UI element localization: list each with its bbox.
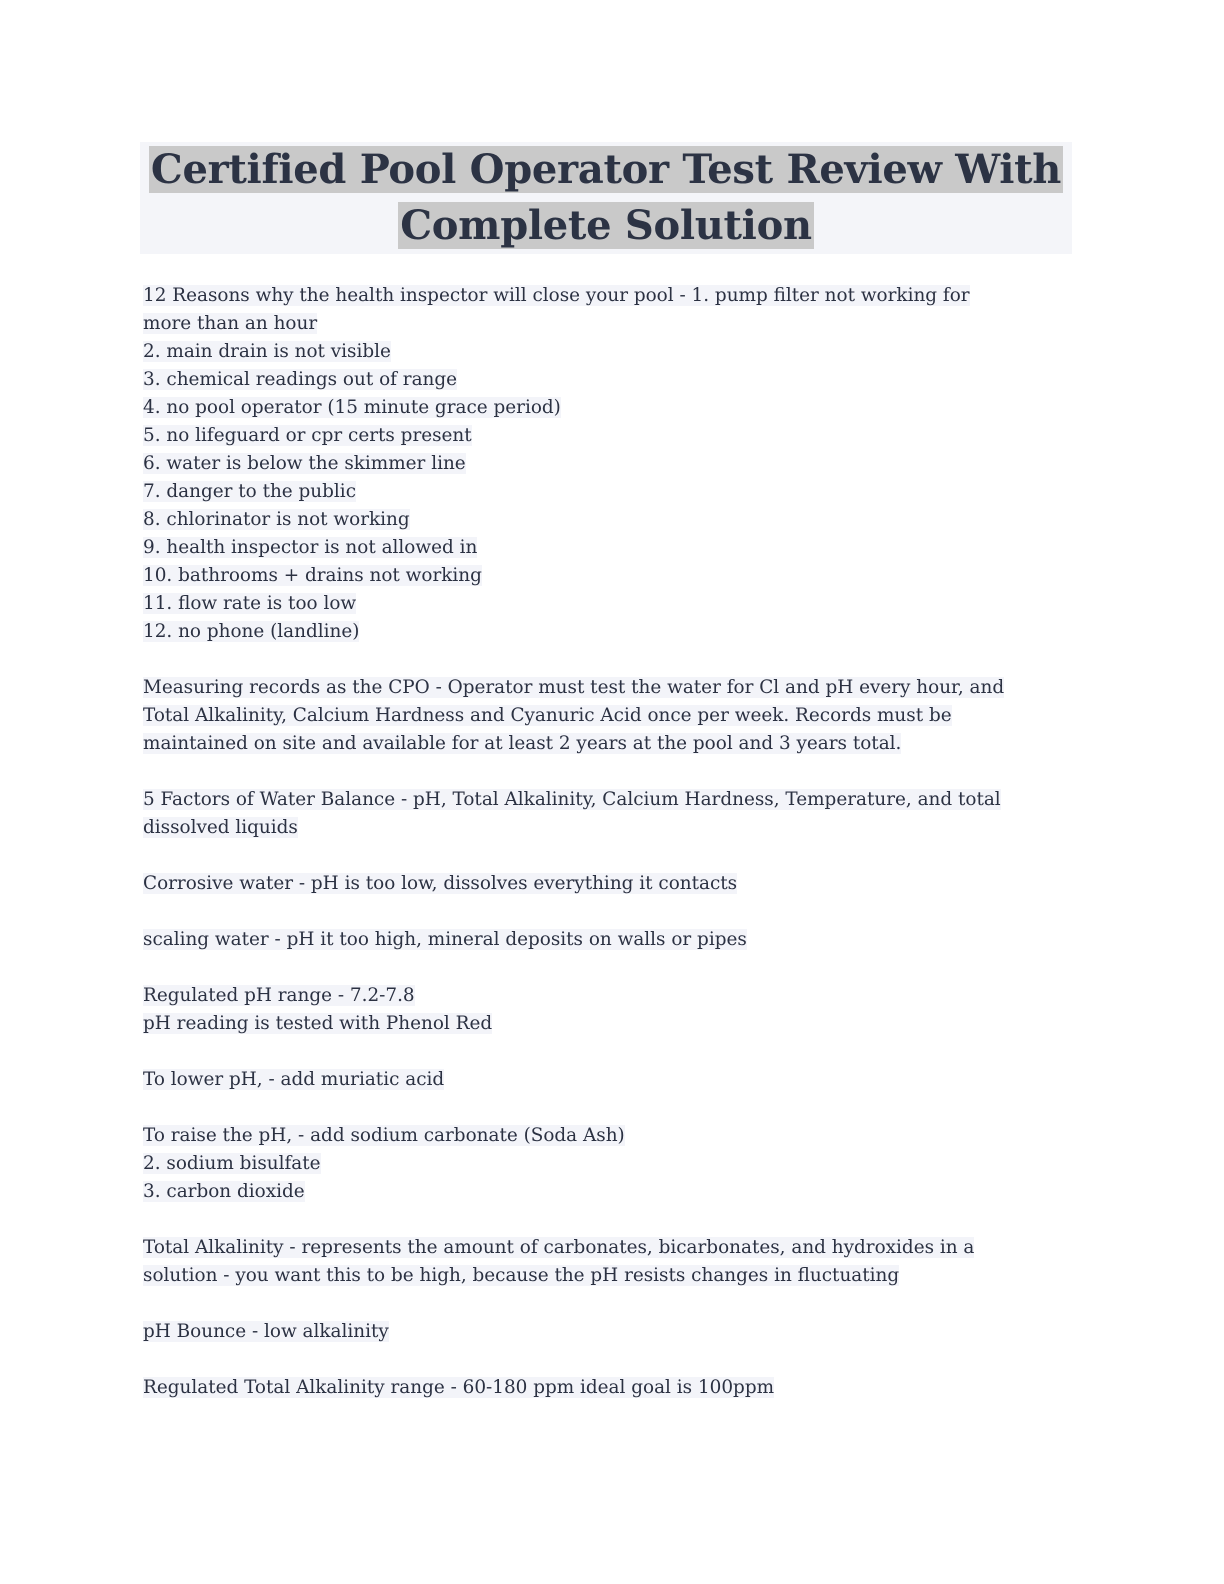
text-line [143, 1150, 1083, 1178]
text-line-content: Measuring records as the CPO - Operator must test the water for Cl and pH every hour, and [143, 677, 1005, 698]
paragraph [143, 1374, 1083, 1402]
text-line-content: pH Bounce - low alkalinity [143, 1321, 389, 1342]
paragraph [143, 982, 1083, 1038]
text-line-content: 8. chlorinator is not working [143, 509, 410, 530]
text-line-content: Regulated pH range - 7.2-7.8 [143, 985, 415, 1006]
text-line-content: Total Alkalinity, Calcium Hardness and Cyanuric Acid once per week. Records must be [143, 705, 952, 726]
paragraph [143, 870, 1083, 898]
text-line-content: 7. danger to the public [143, 481, 356, 502]
text-line-content: more than an hour [143, 313, 318, 334]
text-line-content: pH reading is tested with Phenol Red [143, 1013, 493, 1034]
text-line [143, 562, 1083, 590]
text-line-content: 5 Factors of Water Balance - pH, Total Alkalinity, Calcium Hardness, Temperature, and total [143, 789, 1001, 810]
text-line-content: 2. sodium bisulfate [143, 1153, 321, 1174]
text-line [143, 730, 1083, 758]
text-line-content: 12 Reasons why the health inspector will close your pool - 1. pump filter not working for [143, 285, 970, 306]
text-line-content: 11. flow rate is too low [143, 593, 357, 614]
text-line [143, 1010, 1083, 1038]
text-line-content: solution - you want this to be high, because the pH resists changes in fluctuating [143, 1265, 900, 1286]
text-line [143, 310, 1083, 338]
text-line-content: scaling water - pH it too high, mineral deposits on walls or pipes [143, 929, 747, 950]
text-line-content: 10. bathrooms + drains not working [143, 565, 482, 586]
text-line [143, 478, 1083, 506]
paragraph [143, 1318, 1083, 1346]
document-body [143, 282, 1083, 1430]
text-line-content: 4. no pool operator (15 minute grace period) [143, 397, 561, 418]
text-line [143, 590, 1083, 618]
text-line [143, 1066, 1083, 1094]
text-line-content: 5. no lifeguard or cpr certs present [143, 425, 472, 446]
text-line [143, 1122, 1083, 1150]
text-line [143, 338, 1083, 366]
paragraph [143, 926, 1083, 954]
text-line [143, 1374, 1083, 1402]
paragraph [143, 282, 1083, 646]
paragraph [143, 1234, 1083, 1290]
text-line [143, 366, 1083, 394]
text-line [143, 702, 1083, 730]
text-line [143, 450, 1083, 478]
title-line-1: Certified Pool Operator Test Review With [150, 146, 1062, 193]
text-line [143, 394, 1083, 422]
paragraph [143, 1066, 1083, 1094]
paragraph [143, 1122, 1083, 1206]
text-line [143, 534, 1083, 562]
text-line-content: Regulated Total Alkalinity range - 60-180 ppm ideal goal is 100ppm [143, 1377, 775, 1398]
text-line-content: Total Alkalinity - represents the amount of carbonates, bicarbonates, and hydroxides in a [143, 1237, 975, 1258]
text-line [143, 786, 1083, 814]
text-line [143, 422, 1083, 450]
text-line-content: 12. no phone (landline) [143, 621, 360, 642]
text-line [143, 870, 1083, 898]
text-line [143, 1178, 1083, 1206]
text-line [143, 1262, 1083, 1290]
text-line [143, 618, 1083, 646]
text-line [143, 282, 1083, 310]
text-line-content: 6. water is below the skimmer line [143, 453, 466, 474]
text-line [143, 982, 1083, 1010]
text-line-content: 3. chemical readings out of range [143, 369, 458, 390]
text-line [143, 1234, 1083, 1262]
text-line-content: maintained on site and available for at least 2 years at the pool and 3 years total. [143, 733, 902, 754]
text-line-content: To lower pH, - add muriatic acid [143, 1069, 445, 1090]
text-line-content: 2. main drain is not visible [143, 341, 391, 362]
text-line-content: 3. carbon dioxide [143, 1181, 305, 1202]
text-line [143, 674, 1083, 702]
paragraph [143, 674, 1083, 758]
text-line-content: To raise the pH, - add sodium carbonate (Soda Ash) [143, 1125, 625, 1146]
text-line-content: 9. health inspector is not allowed in [143, 537, 478, 558]
title-line-2: Complete Solution [400, 202, 812, 249]
document-title [140, 142, 1072, 254]
paragraph [143, 786, 1083, 842]
text-line [143, 926, 1083, 954]
text-line [143, 506, 1083, 534]
text-line [143, 1318, 1083, 1346]
text-line-content: Corrosive water - pH is too low, dissolves everything it contacts [143, 873, 738, 894]
text-line-content: dissolved liquids [143, 817, 298, 838]
text-line [143, 814, 1083, 842]
